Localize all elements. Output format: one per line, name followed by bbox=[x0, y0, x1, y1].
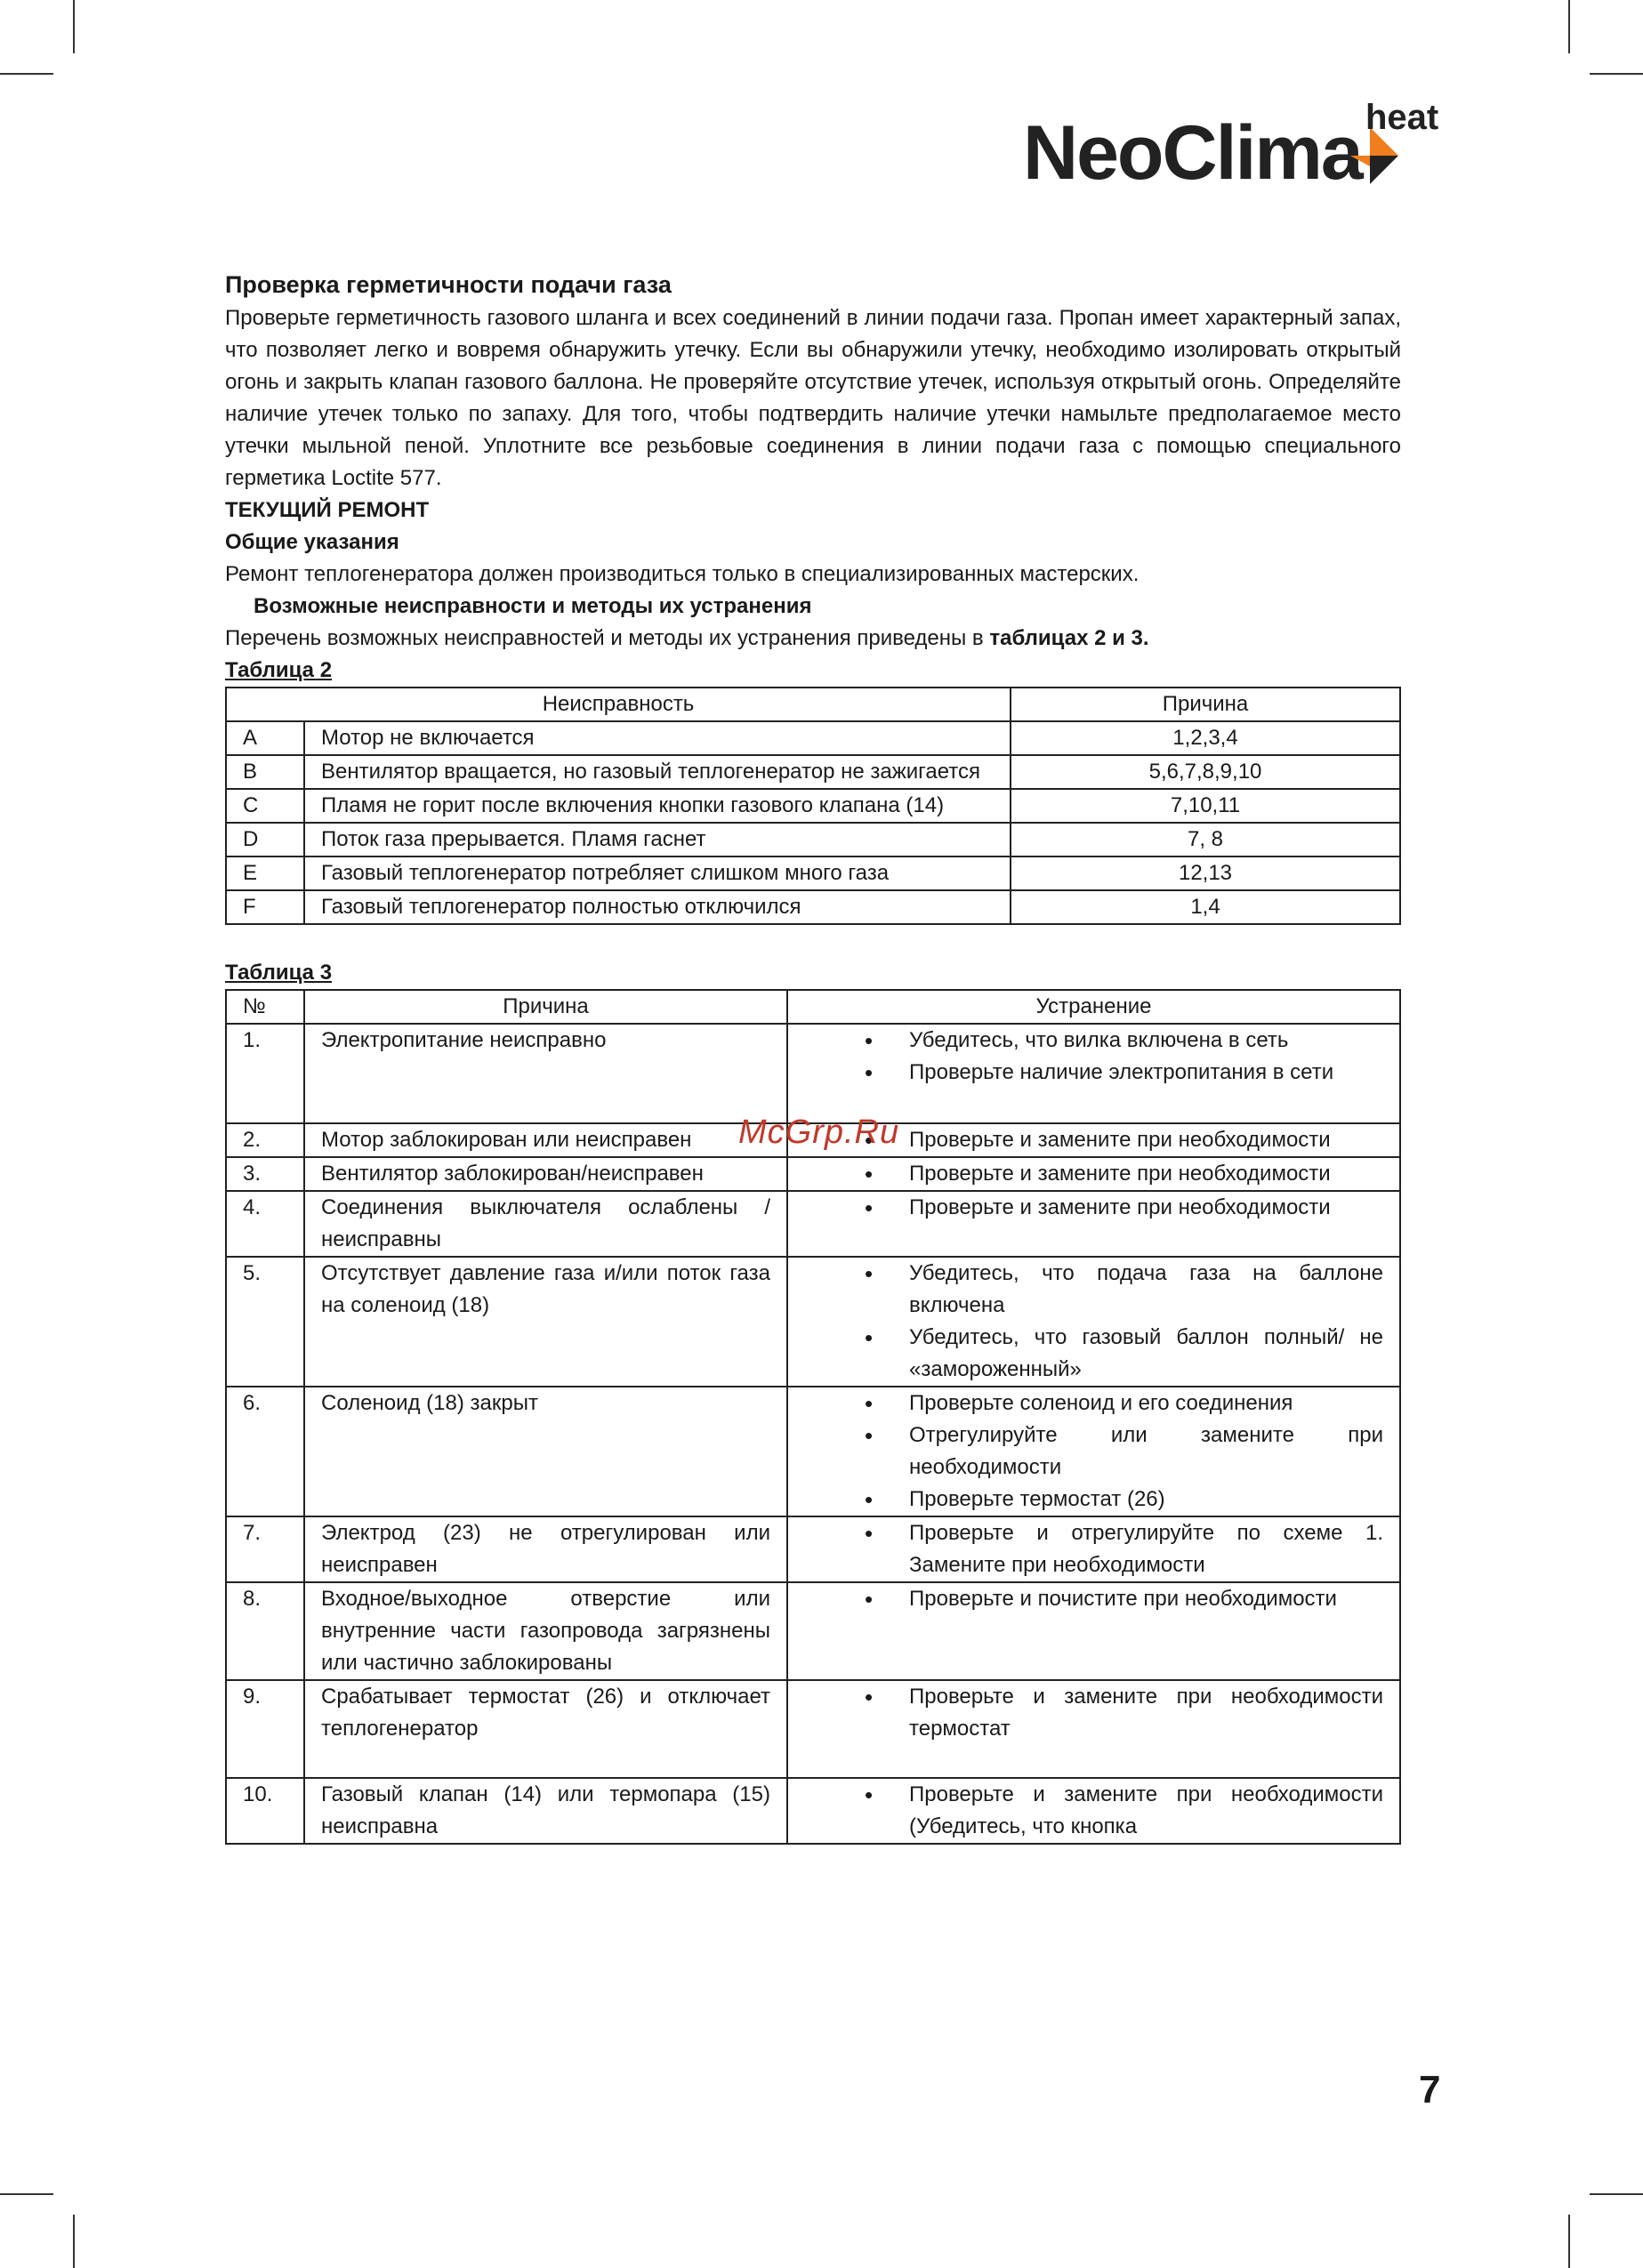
table2-fault: Газовый теплогенератор потребляет слишком много газа bbox=[304, 857, 1011, 890]
table3-cause: Газовый клапан (14) или термопара (15) неисправна bbox=[304, 1778, 787, 1844]
table3-cause: Входное/выходное отверстие или внутренние части газопровода загрязнены или частично заблокированы bbox=[304, 1582, 787, 1680]
table3-cause: Соленоид (18) закрыт bbox=[304, 1387, 787, 1516]
subsection-title-faults: Возможные неисправности и методы их устранения bbox=[254, 594, 812, 618]
table3-num: 4. bbox=[226, 1191, 304, 1257]
table2-header-cause: Причина bbox=[1011, 688, 1400, 721]
table2-letter: D bbox=[226, 823, 304, 857]
list-item: • Отрегулируйте или замените при необходимости bbox=[804, 1420, 1383, 1484]
table-row bbox=[226, 755, 1400, 789]
table2-cause: 1,2,3,4 bbox=[1011, 721, 1400, 755]
table2-cause: 12,13 bbox=[1011, 857, 1400, 890]
table-row bbox=[226, 721, 1400, 755]
logo-sub-text: heat bbox=[1365, 98, 1439, 137]
list-item: • Проверьте и почистите при необходимости bbox=[804, 1583, 1383, 1615]
table2-letter: F bbox=[226, 890, 304, 924]
crop-mark bbox=[0, 2193, 53, 2195]
list-item: • Проверьте соленоид и его соединения bbox=[804, 1387, 1383, 1420]
table-row bbox=[226, 1778, 1400, 1844]
table-row bbox=[226, 1582, 1400, 1680]
table-row bbox=[226, 1024, 1400, 1123]
table2-letter: E bbox=[226, 857, 304, 890]
crop-mark bbox=[0, 73, 53, 75]
table2-fault: Мотор не включается bbox=[304, 721, 1011, 755]
crop-mark bbox=[1568, 0, 1570, 53]
table3-cause: Срабатывает термостат (26) и отключает теплогенератор bbox=[304, 1680, 787, 1778]
table3-cause: Мотор заблокирован или неисправен bbox=[304, 1123, 787, 1157]
table3-header-fix: Устранение bbox=[787, 990, 1400, 1024]
table2-fault: Пламя не горит после включения кнопки газового клапана (14) bbox=[304, 789, 1011, 823]
table-row bbox=[226, 823, 1400, 857]
table3-cause: Отсутствует давление газа и/или поток газа на соленоид (18) bbox=[304, 1257, 787, 1387]
table2-fault: Газовый теплогенератор полностью отключился bbox=[304, 890, 1011, 924]
table2-letter: B bbox=[226, 755, 304, 789]
table-row bbox=[226, 1387, 1400, 1516]
table3-cause: Электрод (23) не отрегулирован или неисправен bbox=[304, 1516, 787, 1582]
table3-header-num: № bbox=[226, 990, 304, 1024]
table3-fix bbox=[787, 1582, 1400, 1680]
brand-logo bbox=[1023, 98, 1441, 196]
page-number: 7 bbox=[1419, 2068, 1441, 2111]
table2-header-row bbox=[226, 688, 1400, 721]
crop-mark bbox=[1568, 2215, 1570, 2268]
page-content bbox=[225, 267, 1401, 1845]
list-item: • Убедитесь, что вилка включена в сеть bbox=[804, 1025, 1383, 1057]
list-item: • Убедитесь, что газовый баллон полный/ не «замороженный» bbox=[804, 1322, 1383, 1386]
table3-header-row bbox=[226, 990, 1400, 1024]
subtitle-general: Общие указания bbox=[225, 530, 399, 554]
table2 bbox=[225, 687, 1401, 925]
list-item: • Проверьте и отрегулируйте по схеме 1. Замените при необходимости bbox=[804, 1517, 1383, 1581]
table-row bbox=[226, 857, 1400, 890]
table2-cause: 7, 8 bbox=[1011, 823, 1400, 857]
list-item: • Проверьте и замените при необходимости bbox=[804, 1124, 1383, 1156]
table3-num: 10. bbox=[226, 1778, 304, 1844]
table3-num: 7. bbox=[226, 1516, 304, 1582]
table3-fix bbox=[787, 1191, 1400, 1257]
table2-title: Таблица 2 bbox=[225, 658, 333, 682]
section-title-repair: ТЕКУЩИЙ РЕМОНТ bbox=[225, 498, 430, 522]
table3-fix bbox=[787, 1024, 1400, 1123]
table2-fault: Вентилятор вращается, но газовый теплогенератор не зажигается bbox=[304, 755, 1011, 789]
list-item: • Проверьте и замените при необходимости bbox=[804, 1192, 1383, 1224]
list-item: • Проверьте и замените при необходимости термостат bbox=[804, 1681, 1383, 1745]
table3-num: 1. bbox=[226, 1024, 304, 1123]
table3-fix bbox=[787, 1387, 1400, 1516]
table3-num: 2. bbox=[226, 1123, 304, 1157]
table-row bbox=[226, 1516, 1400, 1582]
crop-mark bbox=[73, 0, 75, 53]
table-row bbox=[226, 1257, 1400, 1387]
table-row bbox=[226, 789, 1400, 823]
table3-num: 6. bbox=[226, 1387, 304, 1516]
table-row bbox=[226, 1680, 1400, 1778]
table3-cause: Вентилятор заблокирован/неисправен bbox=[304, 1157, 787, 1191]
table3-num: 3. bbox=[226, 1157, 304, 1191]
gas-check-paragraph: Проверьте герметичность газового шланга и всех соединений в линии подачи газа. Пропан имеет характерный запах, что позволяет легко и вовремя обнаружить утечку. Если вы обнаружили утечку, необходимо изолировать открытый огонь и закрыть клапан газового баллона. Не проверяйте отсутствие утечек, используя открытый огонь. Определяйте наличие утечек только по запаху. Для того, чтобы подтвердить наличие утечки намыльте предполагаемое место утечки мыльной пеной. Уплотните все резьбовые соединения в линии подачи газа с помощью специального герметика Loctite 577. bbox=[225, 306, 1401, 490]
watermark: McGrp.Ru bbox=[738, 1114, 900, 1151]
table-row bbox=[226, 1191, 1400, 1257]
table3-num: 9. bbox=[226, 1680, 304, 1778]
table3-header-cause: Причина bbox=[304, 990, 787, 1024]
table3-fix bbox=[787, 1516, 1400, 1582]
list-item: • Проверьте и замените при необходимости bbox=[804, 1158, 1383, 1190]
list-item: • Проверьте наличие электропитания в сети bbox=[804, 1057, 1383, 1089]
crop-mark bbox=[1590, 73, 1643, 75]
list-item: • Проверьте и замените при необходимости (Убедитесь, что кнопка bbox=[804, 1779, 1383, 1843]
table3-cause: Соединения выключателя ослаблены / неисправны bbox=[304, 1191, 787, 1257]
tables-intro-bold: таблицах 2 и 3. bbox=[989, 626, 1149, 650]
list-item: • Убедитесь, что подача газа на баллоне включена bbox=[804, 1258, 1383, 1322]
table3-fix bbox=[787, 1680, 1400, 1778]
table2-cause: 1,4 bbox=[1011, 890, 1400, 924]
crop-mark bbox=[73, 2215, 75, 2268]
table3-num: 5. bbox=[226, 1257, 304, 1387]
table-row bbox=[226, 1157, 1400, 1191]
table3-fix bbox=[787, 1778, 1400, 1844]
table3-fix bbox=[787, 1157, 1400, 1191]
crop-mark bbox=[1590, 2193, 1643, 2195]
table2-letter: C bbox=[226, 789, 304, 823]
table3-cause: Электропитание неисправно bbox=[304, 1024, 787, 1123]
table2-cause: 7,10,11 bbox=[1011, 789, 1400, 823]
table2-letter: A bbox=[226, 721, 304, 755]
table3-fix bbox=[787, 1257, 1400, 1387]
table2-header-fault: Неисправность bbox=[226, 688, 1011, 721]
table3-num: 8. bbox=[226, 1582, 304, 1680]
table2-cause: 5,6,7,8,9,10 bbox=[1011, 755, 1400, 789]
table-row bbox=[226, 890, 1400, 924]
table2-fault: Поток газа прерывается. Пламя гаснет bbox=[304, 823, 1011, 857]
logo-text: NeoClima bbox=[1023, 110, 1362, 196]
section-title-gas-check: Проверка герметичности подачи газа bbox=[225, 271, 672, 298]
tables-intro bbox=[225, 623, 1401, 655]
list-item: • Проверьте термостат (26) bbox=[804, 1484, 1383, 1516]
tables-intro-text: Перечень возможных неисправностей и методы их устранения приведены в bbox=[225, 626, 984, 650]
table3-title: Таблица 3 bbox=[225, 961, 333, 985]
general-paragraph: Ремонт теплогенератора должен производиться только в специализированных мастерских. bbox=[225, 562, 1140, 586]
